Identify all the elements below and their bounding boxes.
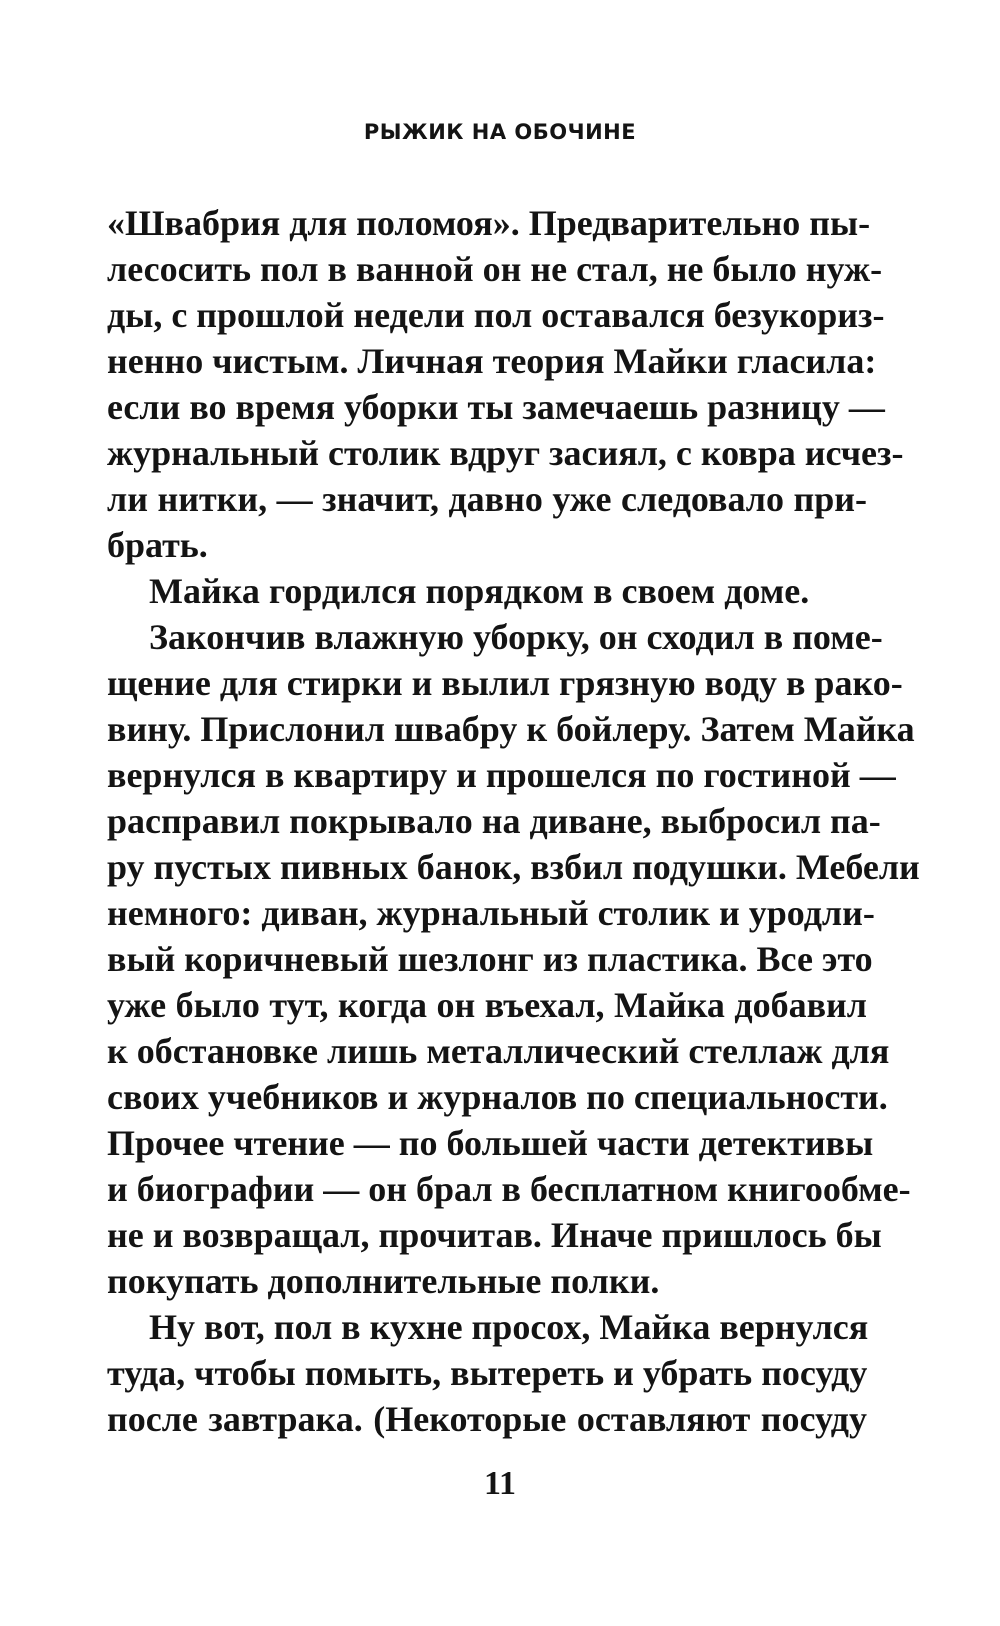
paragraph: [107, 200, 904, 568]
page-number: 11: [483, 1465, 517, 1502]
paragraph: [107, 614, 920, 1304]
text-line: Ну вот, пол в кухне просох, Майка вернулся: [149, 1307, 869, 1347]
text-line: брать.: [107, 525, 208, 565]
text-line: журнальный столик вдруг засиял, с ковра исчез-: [107, 433, 904, 473]
paragraph: [107, 568, 867, 614]
text-line: «Швабрия для поломоя». Предварительно пы-: [107, 203, 871, 243]
text-line: не и возвращал, прочитав. Иначе пришлось бы: [107, 1215, 882, 1255]
text-line: если во время уборки ты замечаешь разницу —: [107, 387, 885, 427]
text-line: ненно чистым. Личная теория Майки гласила:: [107, 341, 877, 381]
text-line: ды, с прошлой недели пол оставался безукориз-: [107, 295, 885, 335]
text-line: покупать дополнительные полки.: [107, 1261, 660, 1301]
text-line: вернулся в квартиру и прошелся по гостиной —: [107, 755, 896, 795]
text-line: ру пустых пивных банок, взбил подушки. Мебели: [107, 847, 920, 887]
text-line: уже было тут, когда он въехал, Майка добавил: [107, 985, 867, 1025]
paragraph: [107, 1304, 867, 1442]
text-line: лесосить пол в ванной он не стал, не было нуж-: [107, 249, 883, 289]
text-line: щение для стирки и вылил грязную воду в рако-: [107, 663, 903, 703]
text-line: Майка гордился порядком в своем доме.: [149, 571, 810, 611]
text-line: после завтрака. (Некоторые оставляют посуду: [107, 1399, 867, 1439]
text-line: немного: диван, журнальный столик и уродли-: [107, 893, 875, 933]
body-text: [107, 200, 920, 1442]
text-line: Закончив влажную уборку, он сходил в поме-: [149, 617, 883, 657]
text-line: вый коричневый шезлонг из пластика. Все это: [107, 939, 873, 979]
text-line: Прочее чтение — по большей части детективы: [107, 1123, 874, 1163]
text-line: вину. Прислонил швабру к бойлеру. Затем Майка: [107, 709, 915, 749]
text-line: к обстановке лишь металлический стеллаж для: [107, 1031, 890, 1071]
text-line: ли нитки, — значит, давно уже следовало при-: [107, 479, 867, 519]
text-line: расправил покрывало на диване, выбросил па-: [107, 801, 881, 841]
running-head: РЫЖИК НА ОБОЧИНЕ: [363, 120, 637, 144]
text-line: туда, чтобы помыть, вытереть и убрать посуду: [107, 1353, 868, 1393]
text-line: и биографии — он брал в бесплатном книгообме-: [107, 1169, 911, 1209]
text-line: своих учебников и журналов по специальности.: [107, 1077, 888, 1117]
